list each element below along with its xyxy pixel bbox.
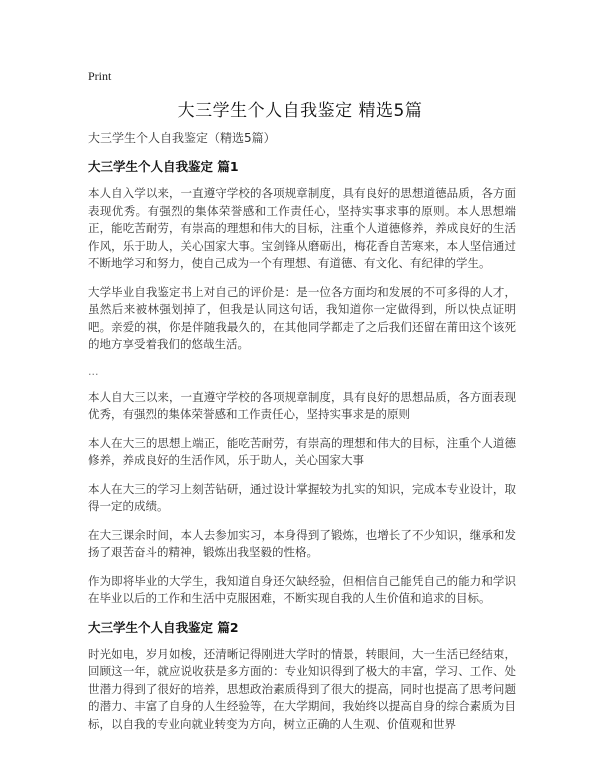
section-heading: 大三学生个人自我鉴定 篇1	[88, 159, 239, 174]
section-heading: 大三学生个人自我鉴定 篇2	[88, 619, 239, 635]
print-link[interactable]: Print	[88, 69, 112, 83]
paragraph: 大学毕业自我鉴定书上对自己的评价是：是一位各方面均和发展的不可多得的人才，虽然后来被林强划掉了，但我是认同这句话，我知道你一定做得到，所以快点证明吧。亲爱的祺，你是伴随我最久的，在其他同学都走了之后我们还留在莆田这个该死的地方享受着我们的悠哉生活。	[88, 284, 516, 351]
paragraph: 本人自入学以来，一直遵守学校的各项规章制度，具有良好的思想道德品质，各方面表现优秀。有强烈的集体荣誉感和工作责任心，坚持实事求事的原则。本人思想端正，能吃苦耐劳，有崇高的理想和伟大的目标，注重个人道德修养，养成良好的生活作风，乐于助人，关心国家大事。宝剑锋从磨砺出，梅花香自苦寒来，本人坚信通过不断地学习和努力，使自己成为一个有理想、有道德、有文化、有纪律的学生。	[88, 186, 516, 270]
ellipsis-marker: ...	[88, 364, 99, 378]
section-1	[88, 158, 516, 608]
article-body	[88, 130, 516, 744]
paragraph: 本人在大三的思想上端正，能吃苦耐劳，有崇高的理想和伟大的目标，注重个人道德修养，养成良好的生活作风，乐于助人，关心国家大事	[88, 435, 516, 467]
page-title: 大三学生个人自我鉴定 精选5篇	[177, 101, 423, 121]
article-subtitle: 大三学生个人自我鉴定（精选5篇）	[88, 131, 276, 145]
paragraph: 本人在大三的学习上刻苦钻研，通过设计掌握较为扎实的知识，完成本专业设计，取得一定的成绩。	[88, 481, 516, 513]
paragraph: 作为即将毕业的大学生，我知道自身还欠缺经验，但相信自己能凭自己的能力和学识在毕业以后的工作和生活中克服困难，不断实现自我的人生价值和追求的目标。	[88, 573, 516, 605]
paragraph: 在大三课余时间，本人去参加实习，本身得到了锻炼，也增长了不少知识，继承和发扬了艰苦奋斗的精神，锻炼出我坚毅的性格。	[88, 527, 516, 559]
paragraph: 时光如电，岁月如梭，还清晰记得刚进大学时的情景，转眼间，大一生活已经结束，回顾这一年，就应说收获是多方面的：专业知识得到了极大的丰富，学习、工作、处世潜力得到了很好的培养，思想政治素质得到了很大的提高，同时也提高了思考问题的潜力、丰富了自身的人生经验等，在大学期间，我始终以提高自身的综合素质为目标，以自我的专业向就业转变为方向，树立正确的人生观、价值观和世界	[88, 646, 516, 731]
paragraph: 本人自大三以来，一直遵守学校的各项规章制度，具有良好的思想品质，各方面表现优秀，有强烈的集体荣誉感和工作责任心，坚持实事求是的原则	[88, 389, 516, 421]
section-2	[88, 619, 516, 734]
